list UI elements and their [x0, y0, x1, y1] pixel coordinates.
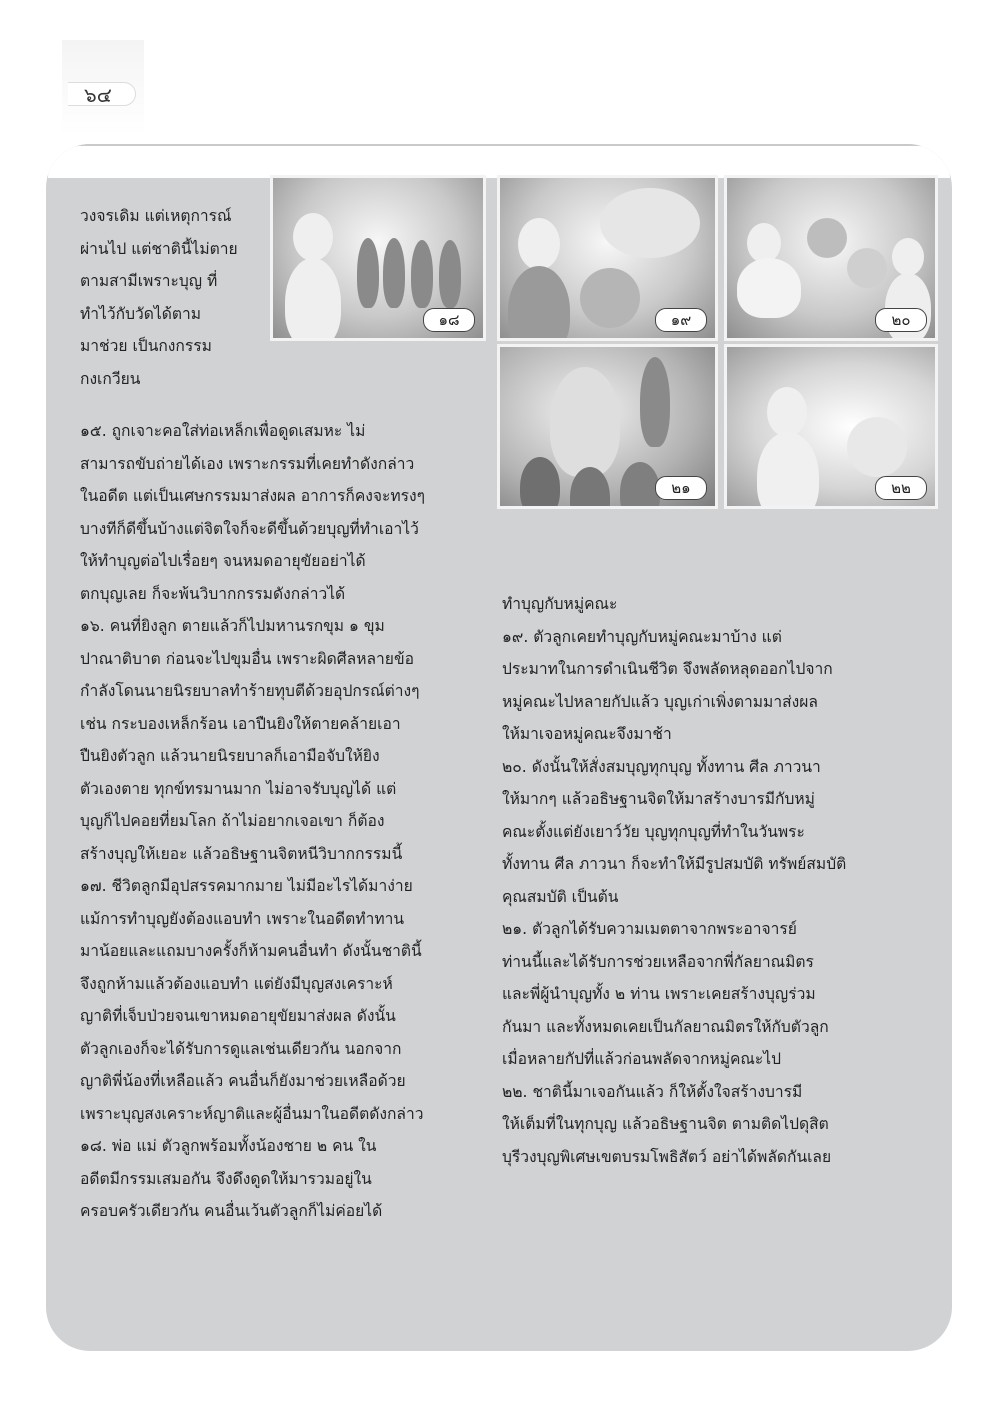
text-line: มาน้อยและแถมบางครั้งก็ห้ามคนอื่นทำ ดังนั้นชาตินี้: [80, 942, 422, 960]
text-line: บุรีวงบุญพิเศษเขตบรมโพธิสัตว์ อย่าได้พลัดกันเลย: [502, 1147, 832, 1166]
text-line: ประมาทในการดำเนินชีวิต จึงพลัดหลุดออกไปจาก: [502, 660, 833, 678]
text-line: กำลังโดนนายนิรยบาลทำร้ายทุบตีด้วยอุปกรณ์ต่างๆ: [80, 682, 420, 700]
text-line: ญาติพี่น้องที่เหลือแล้ว คนอื่นก็ยังมาช่วยเหลือด้วย: [80, 1072, 406, 1090]
illustration-number: ๒๑: [655, 476, 707, 500]
text-line: ทำไว้กับวัดได้ตาม: [80, 304, 201, 323]
text-line: ในอดีต แต่เป็นเศษกรรมมาส่งผล อาการก็คงจะทรงๆ: [80, 487, 426, 505]
text-line: ญาติที่เจ็บป่วยจนเขาหมดอายุขัยมาส่งผล ดังนั้น: [80, 1007, 396, 1025]
text-line: สร้างบุญให้เยอะ แล้วอธิษฐานจิตหนีวิบากกรรมนี้: [80, 844, 403, 863]
left-column-text: [80, 415, 425, 1228]
text-line: บางทีก็ดีขึ้นบ้างแต่จิตใจก็จะดีขึ้นด้วยบุญที่ทำเอาไว้: [80, 519, 419, 538]
text-line: ผ่านไป แต่ชาตินี้ไม่ตาย: [80, 239, 238, 258]
text-line: ๒๑. ตัวลูกได้รับความเมตตาจากพระอาจารย์: [502, 920, 797, 938]
text-line: ทำบุญกับหมู่คณะ: [502, 595, 618, 613]
text-line: ๒๐. ดังนั้นให้สั่งสมบุญทุกบุญ ทั้งทาน ศีล ภาวนา: [502, 757, 821, 776]
text-line: หมู่คณะไปหลายกัปแล้ว บุญเก่าเพิ่งตามมาส่งผล: [502, 692, 818, 711]
text-line: ตามสามีเพราะบุญ ที่: [80, 272, 218, 290]
page-number: ๖๔: [68, 82, 136, 106]
text-line: ให้มากๆ แล้วอธิษฐานจิตให้มาสร้างบารมีกับหมู่: [502, 790, 815, 808]
text-line: ๑๖. คนที่ยิงลูก ตายแล้วก็ไปมหานรกขุม ๑ ขุม: [80, 617, 385, 635]
right-column-text: [502, 588, 846, 1173]
text-line: มาช่วย เป็นกงกรรม: [80, 337, 212, 355]
text-line: อดีตมีกรรมเสมอกัน จึงดึงดูดให้มารวมอยู่ใน: [80, 1169, 372, 1188]
text-line: วงจรเดิม แต่เหตุการณ์: [80, 207, 232, 225]
illustration-22: [724, 344, 938, 509]
text-line: และพี่ผู้นำบุญทั้ง ๒ ท่าน เพราะเคยสร้างบุญร่วม: [502, 985, 816, 1003]
panel-top-band: [46, 144, 952, 178]
text-line: ให้มาเจอหมู่คณะจึงมาช้า: [502, 725, 672, 743]
text-line: กันมา และทั้งหมดเคยเป็นกัลยาณมิตรให้กับตัวลูก: [502, 1017, 829, 1036]
text-line: คุณสมบัติ เป็นต้น: [502, 887, 619, 906]
text-line: ให้เต็มที่ในทุกบุญ แล้วอธิษฐานจิต ตามติดไปดุสิต: [502, 1115, 829, 1133]
text-line: เช่น กระบองเหล็กร้อน เอาปืนยิงให้ตายคล้ายเอา: [80, 714, 401, 733]
text-line: เพราะบุญสงเคราะห์ญาติและผู้อื่นมาในอดีตดังกล่าว: [80, 1104, 424, 1123]
text-line: ตกบุญเลย ก็จะพ้นวิบากกรรมดังกล่าวได้: [80, 584, 346, 603]
text-line: ๑๙. ตัวลูกเคยทำบุญกับหมู่คณะมาบ้าง แต่: [502, 627, 782, 646]
text-line: จึงถูกห้ามแล้วต้องแอบทำ แต่ยังมีบุญสงเคราะห์: [80, 974, 393, 993]
illustration-21: [497, 344, 718, 509]
text-line: คณะตั้งแต่ยังเยาว์วัย บุญทุกบุญที่ทำในวันพระ: [502, 822, 805, 841]
text-line: ครอบครัวเดียวกัน คนอื่นเว้นตัวลูกก็ไม่ค่อยได้: [80, 1202, 383, 1220]
text-line: กงเกวียน: [80, 369, 141, 388]
text-line: ท่านนี้และได้รับการช่วยเหลือจากพี่กัลยาณมิตร: [502, 952, 814, 971]
text-line: ๑๘. พ่อ แม่ ตัวลูกพร้อมทั้งน้องชาย ๒ คน ใน: [80, 1137, 377, 1155]
text-line: บุญก็ไปคอยที่ยมโลก ถ้าไม่อยากเจอเขา ก็ต้อง: [80, 812, 385, 830]
text-line: แม้การทำบุญยังต้องแอบทำ เพราะในอดีตทำทาน: [80, 909, 405, 928]
illustration-number: ๒๒: [875, 476, 927, 500]
illustration-19: [497, 175, 718, 341]
illustration-number: ๑๙: [655, 308, 707, 332]
text-line: ทั้งทาน ศีล ภาวนา ก็จะทำให้มีรูปสมบัติ ทรัพย์สมบัติ: [502, 855, 847, 873]
text-line: ๒๒. ชาตินี้มาเจอกันแล้ว ก็ให้ตั้งใจสร้างบารมี: [502, 1082, 803, 1101]
illustration-18: [270, 175, 486, 341]
text-line: ตัวลูกเองก็จะได้รับการดูแลเช่นเดียวกัน นอกจาก: [80, 1039, 402, 1058]
text-line: เมื่อหลายกัปที่แล้วก่อนพลัดจากหมู่คณะไป: [502, 1050, 782, 1068]
text-line: ให้ทำบุญต่อไปเรื่อยๆ จนหมดอายุขัยอย่าได้: [80, 552, 366, 570]
illustration-number: ๑๘: [423, 308, 475, 332]
left-intro-text: [80, 200, 238, 395]
text-line: ปาณาติบาต ก่อนจะไปขุมอื่น เพราะผิดศีลหลายข้อ: [80, 649, 414, 668]
text-line: ๑๗. ชีวิตลูกมีอุปสรรคมากมาย ไม่มีอะไรได้มาง่าย: [80, 877, 413, 895]
text-line: สามารถขับถ่ายได้เอง เพราะกรรมที่เคยทำดังกล่าว: [80, 454, 415, 473]
text-line: ปืนยิงตัวลูก แล้วนายนิรยบาลก็เอามือจับให้ยิง: [80, 747, 380, 765]
illustration-20: [724, 175, 938, 341]
text-line: ๑๕. ถูกเจาะคอใส่ท่อเหล็กเพื่อดูดเสมหะ ไม่: [80, 422, 366, 440]
illustration-number: ๒๐: [875, 308, 927, 332]
text-line: ตัวเองตาย ทุกข์ทรมานมาก ไม่อาจรับบุญได้ แต่: [80, 779, 397, 798]
